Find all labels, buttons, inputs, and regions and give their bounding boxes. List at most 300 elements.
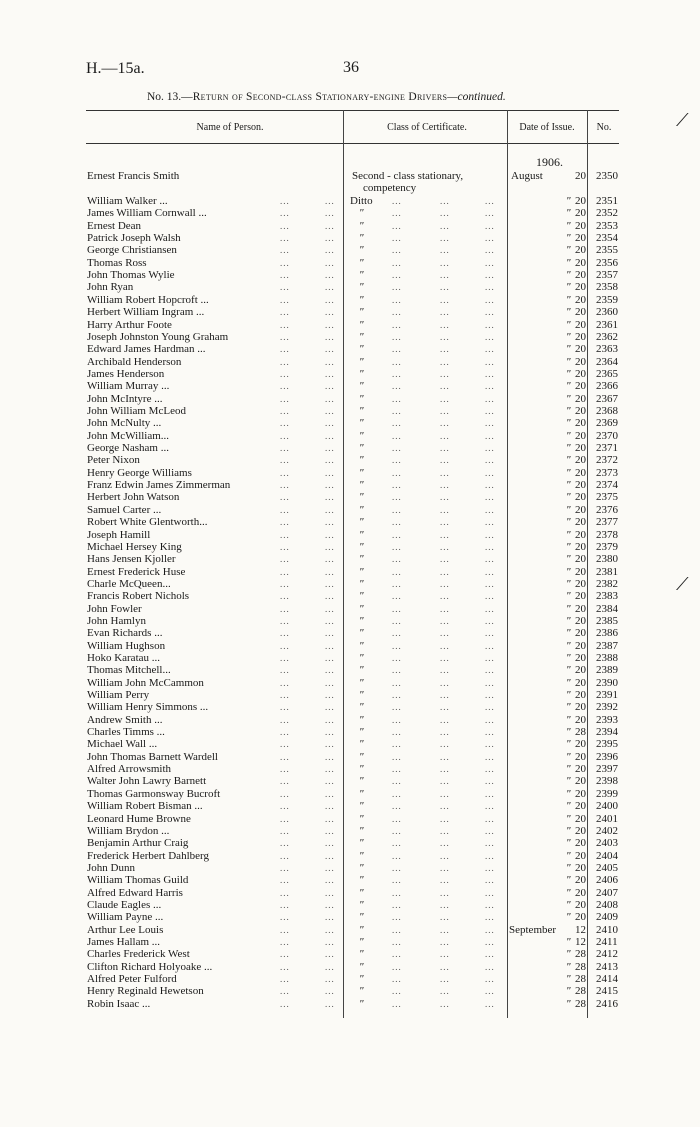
leader-dots: ... [485, 319, 495, 330]
first-entry-day: 20 [575, 170, 586, 182]
leader-dots: ... [325, 924, 335, 935]
entry-number: 2370 [596, 429, 618, 442]
col-header-date: Date of Issue. [519, 122, 575, 133]
leader-dots: ... [325, 998, 335, 1009]
leader-dots: ... [392, 875, 402, 886]
leader-dots: ... [280, 974, 290, 984]
leader-dots: ... [280, 344, 290, 355]
table-row [0, 985, 700, 997]
entry-name: James William Cornwall ... [87, 207, 207, 220]
leader-dots: ... [280, 887, 290, 898]
entry-class: " [359, 701, 364, 714]
leader-dots: ... [485, 653, 495, 663]
table-row [0, 874, 700, 886]
leader-dots: ... [485, 443, 495, 453]
entry-class: " [359, 429, 364, 442]
leader-dots: ... [392, 788, 402, 799]
leader-dots: ... [325, 307, 335, 318]
entry-number: 2368 [596, 404, 618, 417]
leader-dots: ... [280, 257, 290, 268]
leader-dots: ... [325, 653, 335, 663]
leader-dots: ... [440, 702, 450, 713]
leader-dots: ... [325, 578, 335, 589]
entry-class: " [359, 355, 364, 368]
leader-dots: ... [325, 257, 335, 268]
leader-dots: ... [440, 776, 450, 787]
title-main: Return of Second-class Stationary-engine Drivers [192, 91, 448, 103]
leader-dots: ... [485, 566, 495, 577]
leader-dots: ... [280, 615, 290, 626]
table-row [0, 677, 700, 689]
entry-number: 2366 [596, 380, 618, 393]
entry-name: Henry George Williams [87, 466, 192, 479]
entry-number: 2377 [596, 516, 618, 529]
entry-month: September [509, 923, 557, 936]
leader-dots: ... [485, 899, 495, 910]
entry-class: " [359, 664, 364, 677]
leader-dots: ... [392, 603, 402, 614]
entry-class: " [359, 503, 364, 516]
leader-dots: ... [325, 628, 335, 639]
entry-number: 2354 [596, 232, 618, 245]
leader-dots: ... [325, 887, 335, 898]
table-row [0, 467, 700, 479]
leader-dots: ... [392, 529, 402, 540]
leader-dots: ... [440, 653, 450, 663]
leader-dots: ... [485, 455, 495, 466]
leader-dots: ... [392, 554, 402, 565]
entry-day: 20 [575, 491, 586, 504]
leader-dots: ... [280, 368, 290, 379]
entry-day: 20 [575, 750, 586, 763]
leader-dots: ... [280, 875, 290, 886]
entry-number: 2379 [596, 540, 618, 553]
leader-dots: ... [392, 974, 402, 984]
table-row [0, 232, 700, 244]
entry-class: " [359, 973, 364, 985]
entry-day: 20 [575, 380, 586, 393]
leader-dots: ... [485, 788, 495, 799]
leader-dots: ... [325, 690, 335, 700]
leader-dots: ... [392, 862, 402, 873]
entry-month: " [566, 614, 571, 627]
leader-dots: ... [280, 813, 290, 824]
table-row [0, 541, 700, 553]
leader-dots: ... [440, 307, 450, 318]
entry-month: " [566, 886, 571, 899]
leader-dots: ... [485, 986, 495, 997]
entry-month: " [566, 837, 571, 850]
leader-dots: ... [440, 665, 450, 676]
leader-dots: ... [392, 430, 402, 441]
entry-class: " [359, 293, 364, 306]
leader-dots: ... [440, 541, 450, 552]
leader-dots: ... [440, 220, 450, 231]
entry-class: " [359, 466, 364, 479]
table-row [0, 566, 700, 578]
entry-month: " [566, 232, 571, 245]
entry-name: Herbert John Watson [87, 491, 180, 504]
entry-day: 20 [575, 775, 586, 788]
entry-month: " [566, 355, 571, 368]
entry-name: James Hallam ... [87, 936, 161, 948]
leader-dots: ... [325, 912, 335, 923]
leader-dots: ... [392, 986, 402, 997]
entry-day: 20 [575, 540, 586, 553]
entry-name: Leonard Hume Browne [87, 812, 191, 825]
leader-dots: ... [325, 517, 335, 528]
leader-dots: ... [392, 294, 402, 305]
page-ref: H.—15a. [86, 60, 145, 77]
entry-number: 2363 [596, 343, 618, 356]
entry-number: 2398 [596, 775, 618, 788]
leader-dots: ... [485, 813, 495, 824]
table-row [0, 393, 700, 405]
leader-dots: ... [392, 739, 402, 750]
year-label: 1906. [536, 155, 563, 169]
entry-number: 2387 [596, 639, 618, 652]
entry-name: Robin Isaac ... [87, 997, 151, 1010]
entry-number: 2381 [596, 565, 618, 578]
entry-month: " [566, 960, 571, 973]
entry-number: 2401 [596, 812, 618, 825]
entry-number: 2406 [596, 874, 618, 887]
table-row [0, 701, 700, 713]
table-row [0, 417, 700, 429]
table-row [0, 257, 700, 269]
entry-day: 20 [575, 874, 586, 887]
leader-dots: ... [392, 677, 402, 688]
leader-dots: ... [280, 751, 290, 762]
entry-month: " [566, 689, 571, 701]
leader-dots: ... [485, 764, 495, 775]
entry-name: William Brydon ... [87, 824, 170, 837]
page-number: 36 [343, 59, 359, 76]
leader-dots: ... [325, 591, 335, 602]
leader-dots: ... [485, 591, 495, 602]
leader-dots: ... [440, 912, 450, 923]
entry-day: 28 [575, 973, 586, 985]
entry-name: Henry Reginald Hewetson [87, 985, 204, 998]
leader-dots: ... [440, 529, 450, 540]
entry-class: " [359, 343, 364, 356]
entry-number: 2402 [596, 824, 618, 837]
leader-dots: ... [392, 751, 402, 762]
entry-number: 2380 [596, 553, 618, 566]
leader-dots: ... [325, 443, 335, 453]
entry-day: 28 [575, 960, 586, 973]
table-row [0, 862, 700, 874]
leader-dots: ... [440, 368, 450, 379]
entry-day: 20 [575, 454, 586, 467]
leader-dots: ... [485, 220, 495, 231]
leader-dots: ... [280, 961, 290, 972]
entry-name: Ernest Dean [87, 219, 142, 232]
leader-dots: ... [440, 850, 450, 861]
leader-dots: ... [325, 455, 335, 466]
entry-number: 2403 [596, 837, 618, 850]
entry-name: Joseph Hamill [87, 528, 151, 541]
leader-dots: ... [485, 504, 495, 515]
leader-dots: ... [280, 418, 290, 429]
leader-dots: ... [485, 677, 495, 688]
entry-class: " [359, 923, 364, 936]
leader-dots: ... [325, 319, 335, 330]
entry-month: " [566, 392, 571, 405]
leader-dots: ... [485, 418, 495, 429]
leader-dots: ... [392, 653, 402, 663]
entry-name: Thomas Mitchell... [87, 664, 171, 677]
leader-dots: ... [392, 307, 402, 318]
leader-dots: ... [280, 319, 290, 330]
entry-class: " [359, 602, 364, 615]
entry-day: 20 [575, 652, 586, 664]
entry-number: 2369 [596, 417, 618, 430]
entry-day: 12 [575, 936, 586, 948]
entry-name: John Thomas Wylie [87, 269, 175, 282]
leader-dots: ... [325, 665, 335, 676]
leader-dots: ... [280, 480, 290, 491]
leader-dots: ... [392, 418, 402, 429]
entry-number: 2359 [596, 293, 618, 306]
entry-number: 2383 [596, 590, 618, 603]
entry-name: George Nasham ... [87, 442, 169, 454]
entry-month: " [566, 898, 571, 911]
leader-dots: ... [280, 825, 290, 836]
entry-day: 20 [575, 800, 586, 813]
leader-dots: ... [440, 270, 450, 281]
leader-dots: ... [392, 714, 402, 725]
table-row [0, 590, 700, 602]
leader-dots: ... [325, 727, 335, 737]
entry-name: George Christiansen [87, 244, 177, 257]
entry-month: " [566, 367, 571, 380]
table-row [0, 343, 700, 355]
leader-dots: ... [325, 418, 335, 429]
entry-day: 20 [575, 713, 586, 726]
entry-number: 2353 [596, 219, 618, 232]
entry-number: 2400 [596, 800, 618, 813]
entry-month: " [566, 787, 571, 800]
entry-name: Charles Timms ... [87, 726, 165, 738]
table-row [0, 294, 700, 306]
entry-month: " [566, 429, 571, 442]
entry-class: " [359, 306, 364, 319]
table-row [0, 442, 700, 454]
leader-dots: ... [280, 405, 290, 416]
entry-class: " [359, 479, 364, 492]
entry-month: " [566, 750, 571, 763]
leader-dots: ... [280, 628, 290, 639]
entry-day: 20 [575, 577, 586, 590]
col-header-class: Class of Certificate. [387, 122, 467, 133]
entry-class: " [359, 997, 364, 1010]
leader-dots: ... [280, 467, 290, 478]
leader-dots: ... [392, 455, 402, 466]
entry-class: " [359, 849, 364, 862]
leader-dots: ... [485, 825, 495, 836]
leader-dots: ... [485, 331, 495, 342]
leader-dots: ... [485, 776, 495, 787]
leader-dots: ... [280, 294, 290, 305]
entry-name: Arthur Lee Louis [87, 923, 164, 936]
leader-dots: ... [440, 825, 450, 836]
entry-class: " [359, 960, 364, 973]
entry-number: 2407 [596, 886, 618, 899]
leader-dots: ... [440, 875, 450, 886]
leader-dots: ... [280, 924, 290, 935]
entry-month: " [566, 713, 571, 726]
col-header-name: Name of Person. [196, 122, 264, 133]
entry-number: 2372 [596, 454, 618, 467]
leader-dots: ... [440, 245, 450, 256]
entry-month: " [566, 343, 571, 356]
entry-month: " [566, 985, 571, 998]
margin-mark-middle: ⟋ [676, 574, 689, 594]
entry-class: " [359, 404, 364, 417]
leader-dots: ... [325, 541, 335, 552]
entry-month: " [566, 479, 571, 492]
entry-day: 28 [575, 726, 586, 738]
leader-dots: ... [325, 529, 335, 540]
leader-dots: ... [392, 937, 402, 947]
entry-day: 20 [575, 911, 586, 924]
leader-dots: ... [325, 801, 335, 812]
table-row [0, 751, 700, 763]
leader-dots: ... [485, 998, 495, 1009]
leader-dots: ... [392, 443, 402, 453]
leader-dots: ... [392, 764, 402, 775]
table-row [0, 850, 700, 862]
leader-dots: ... [325, 480, 335, 491]
leader-dots: ... [392, 727, 402, 737]
leader-dots: ... [485, 467, 495, 478]
entry-month: " [566, 664, 571, 677]
leader-dots: ... [280, 665, 290, 676]
leader-dots: ... [440, 492, 450, 503]
entry-name: Francis Robert Nichols [87, 590, 190, 603]
entry-month: " [566, 540, 571, 553]
leader-dots: ... [440, 764, 450, 775]
leader-dots: ... [392, 245, 402, 256]
leader-dots: ... [325, 974, 335, 984]
entry-month: " [566, 380, 571, 393]
entry-class: " [359, 726, 364, 738]
entry-day: 20 [575, 355, 586, 368]
leader-dots: ... [485, 887, 495, 898]
entry-class: " [359, 800, 364, 813]
leader-dots: ... [440, 640, 450, 651]
table-row [0, 529, 700, 541]
leader-dots: ... [440, 554, 450, 565]
entry-number: 2410 [596, 923, 618, 936]
leader-dots: ... [440, 727, 450, 737]
entry-day: 20 [575, 898, 586, 911]
leader-dots: ... [485, 233, 495, 244]
leader-dots: ... [325, 356, 335, 367]
leader-dots: ... [280, 307, 290, 318]
entry-month: " [566, 763, 571, 776]
leader-dots: ... [392, 566, 402, 577]
table-row [0, 504, 700, 516]
entry-name: Thomas Ross [87, 256, 147, 269]
leader-dots: ... [325, 331, 335, 342]
leader-dots: ... [325, 615, 335, 626]
entry-class: " [359, 874, 364, 887]
entry-month: " [566, 491, 571, 504]
leader-dots: ... [440, 801, 450, 812]
leader-dots: ... [392, 541, 402, 552]
leader-dots: ... [392, 220, 402, 231]
leader-dots: ... [280, 998, 290, 1009]
leader-dots: ... [325, 764, 335, 775]
entry-name: Herbert William Ingram ... [87, 306, 205, 319]
leader-dots: ... [485, 554, 495, 565]
entry-month: " [566, 281, 571, 294]
entry-name: William John McCammon [87, 676, 204, 689]
leader-dots: ... [440, 344, 450, 355]
leader-dots: ... [392, 208, 402, 219]
leader-dots: ... [440, 974, 450, 984]
entry-name: John Hamlyn [87, 614, 146, 627]
leader-dots: ... [392, 813, 402, 824]
leader-dots: ... [392, 393, 402, 404]
leader-dots: ... [325, 899, 335, 910]
leader-dots: ... [392, 480, 402, 491]
entry-name: Patrick Joseph Walsh [87, 232, 181, 245]
leader-dots: ... [280, 603, 290, 614]
table-row [0, 973, 700, 985]
entry-name: John Ryan [87, 281, 134, 294]
entry-number: 2382 [596, 577, 618, 590]
leader-dots: ... [325, 961, 335, 972]
entry-number: 2375 [596, 491, 618, 504]
entry-number: 2397 [596, 763, 618, 776]
entry-month: " [566, 454, 571, 467]
entry-day: 20 [575, 689, 586, 701]
leader-dots: ... [280, 455, 290, 466]
entry-name: Joseph Johnston Young Graham [87, 330, 229, 343]
leader-dots: ... [440, 838, 450, 849]
leader-dots: ... [485, 640, 495, 651]
leader-dots: ... [325, 640, 335, 651]
entry-name: John Fowler [87, 602, 142, 615]
leader-dots: ... [392, 615, 402, 626]
leader-dots: ... [280, 393, 290, 404]
entry-month: " [566, 330, 571, 343]
leader-dots: ... [440, 319, 450, 330]
entry-class: " [359, 281, 364, 294]
leader-dots: ... [325, 504, 335, 515]
leader-dots: ... [280, 702, 290, 713]
leader-dots: ... [325, 220, 335, 231]
leader-dots: ... [280, 208, 290, 219]
entry-month: " [566, 652, 571, 664]
entry-month: " [566, 219, 571, 232]
entry-day: 20 [575, 787, 586, 800]
leader-dots: ... [325, 776, 335, 787]
leader-dots: ... [485, 257, 495, 268]
entry-class: Ditto [350, 195, 373, 207]
entry-class: " [359, 565, 364, 578]
leader-dots: ... [325, 566, 335, 577]
entry-name: Alfred Arrowsmith [87, 763, 172, 776]
entry-day: 20 [575, 244, 586, 257]
entry-month: " [566, 861, 571, 874]
leader-dots: ... [280, 776, 290, 787]
leader-dots: ... [485, 529, 495, 540]
leader-dots: ... [440, 788, 450, 799]
